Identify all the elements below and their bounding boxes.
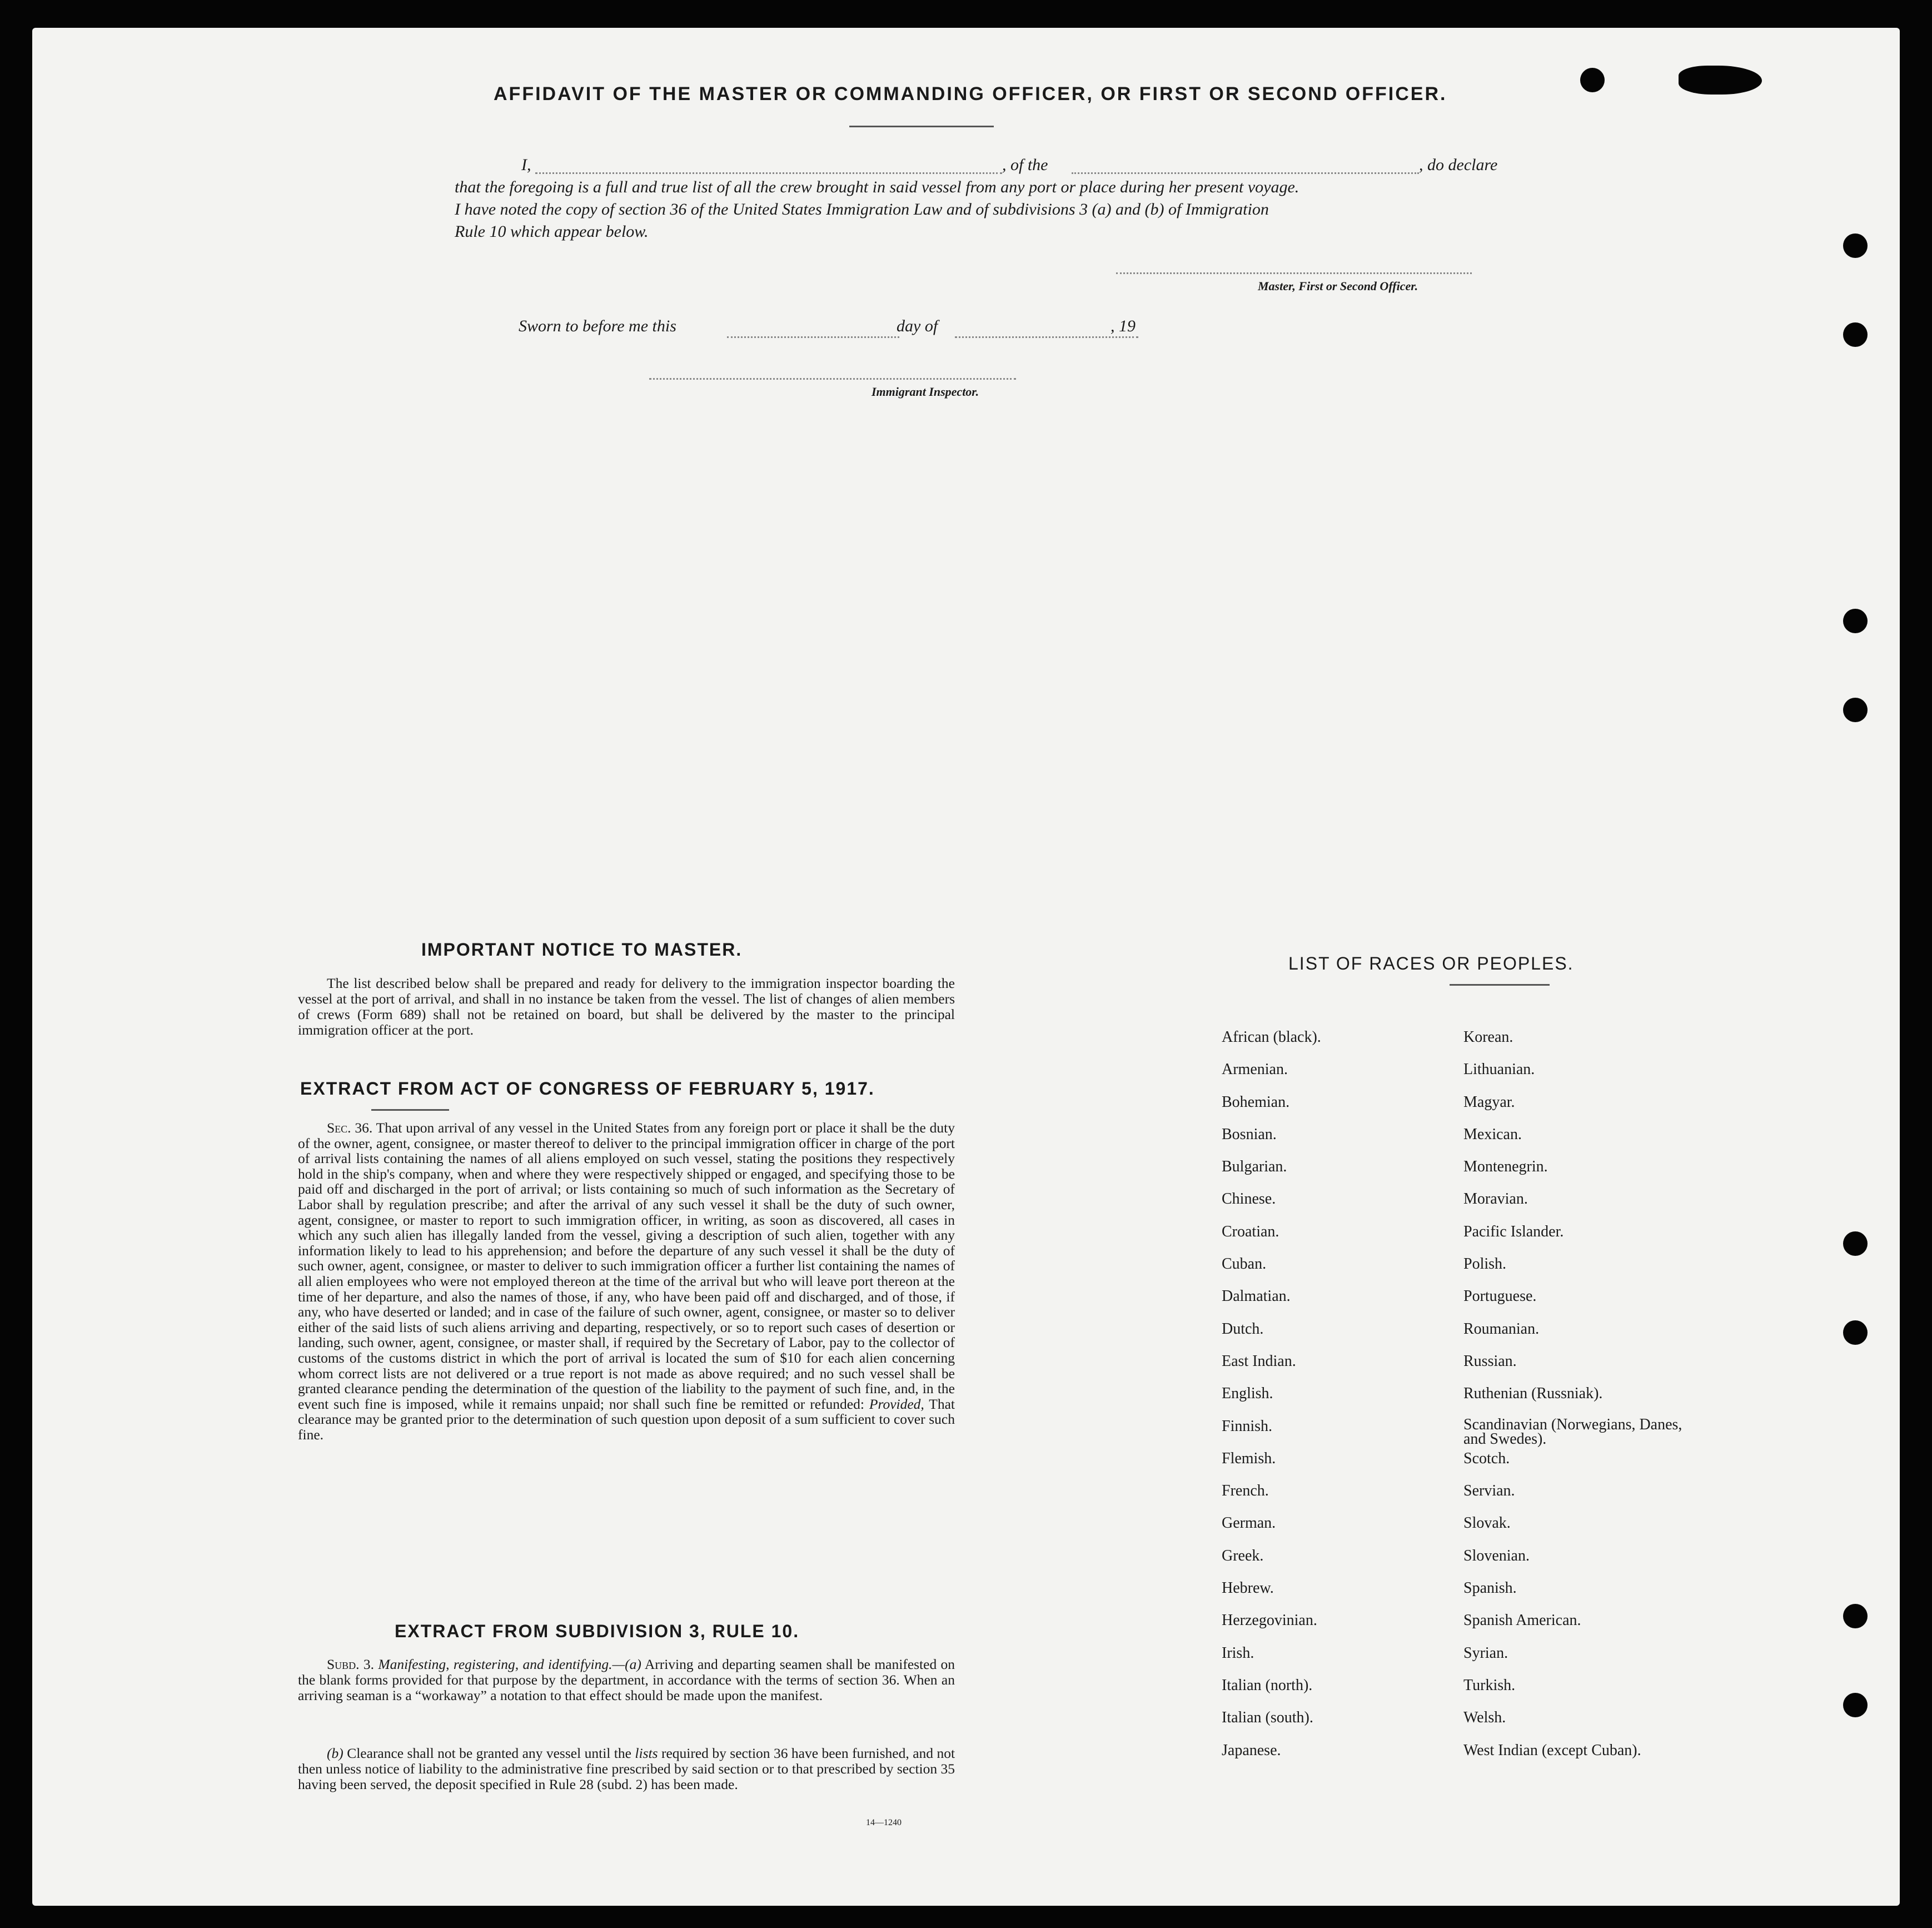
punch-hole (1843, 609, 1868, 633)
race-item: Chinese. (1222, 1190, 1276, 1208)
race-item: Turkish. (1463, 1676, 1516, 1694)
act-section-label: Sec. 36. (327, 1120, 373, 1136)
vessel-blank[interactable] (1072, 172, 1419, 174)
notice-text: The list described below shall be prepared and ready for delivery to the immigration inspector boarding the vessel at the port of arrival, and shall in no instance be taken from the vessel. The list of changes of alien members of crews (Form 689) shall not be retained on board, but shall be delivered by the master to the principal immigration officer at the port. (298, 975, 955, 1038)
affidavit-line-2: that the foregoing is a full and true list of all the crew brought in said vessel from any port or place during her present voyage. (455, 178, 1299, 196)
master-caption: Master, First or Second Officer. (1258, 279, 1418, 293)
sworn-label: Sworn to before me this (519, 317, 676, 335)
race-item: Polish. (1463, 1255, 1507, 1273)
race-item: Irish. (1222, 1644, 1254, 1662)
rule-b-text-1: Clearance shall not be granted any vessel until the (347, 1745, 631, 1761)
race-item: Scandinavian (Norwegians, Danes, and Swedes). (1463, 1415, 1682, 1448)
act-body: That upon arrival of any vessel in the United States from any foreign port or place it shall be the duty of the owner, agent, consignee, or master thereof to deliver to the principal immigration officer in charge of the port of arrival lists containing the names of all aliens employed on such vessel, stating the positions they respectively hold in the ship's company, when and where they were respectively shipped or engaged, and specifying those to be paid off and discharged in the port of arrival; or lists containing so much of such information as the Secretary of Labor shall by regulation prescribe; and after the arrival of any such vessel it shall be the duty of such owner, agent, consignee, or master to report to such immigration officer, in writing, as soon as discovered, all cases in which any such alien has illegally landed from the vessel, giving a description of such alien, together with any information likely to lead to his apprehension; and before the departure of any such vessel it shall be the duty of such owner, agent, consignee, or master to deliver to such immigration officer a further list containing the names of all alien employees who were not employed thereon at the time of the arrival but who will leave port thereon at the time of her departure, and also the names of those, if any, who have been paid off and discharged, and of those, if any, who have deserted or landed; and in case of the failure of such owner, agent, consignee, or master so to deliver either of the said lists of such aliens arriving and departing, respectively, or so to report such cases of desertion or landing, such owner, agent, consignee, or master shall, if required by the Secretary of Labor, pay to the collector of customs of the customs district in which the port of arrival is located the sum of $10 for each alien concerning whom correct lists are not delivered or a true report is not made as above required; and no such vessel shall be granted clearance pending the determination of the question of the liability to the payment of such fine, and, in the event such fine is imposed, while it remains unpaid; nor shall such fine be remitted or refunded: (298, 1120, 955, 1412)
punch-hole (1843, 1320, 1868, 1345)
rule-subd-label: Subd. 3. (327, 1656, 374, 1672)
race-item: Cuban. (1222, 1255, 1267, 1273)
race-item: Slovenian. (1463, 1547, 1530, 1564)
race-item: Japanese. (1222, 1741, 1281, 1759)
affidavit-declare: , do declare (1419, 156, 1498, 174)
race-item: Magyar. (1463, 1093, 1515, 1111)
rule-subd-b (298, 1746, 955, 1792)
affidavit-title-rule (849, 126, 994, 127)
torn-corner (1679, 66, 1762, 95)
inspector-signature-line[interactable] (649, 378, 1016, 380)
race-item: Moravian. (1463, 1190, 1528, 1208)
affidavit-i: I, (521, 156, 531, 174)
race-item: Italian (north). (1222, 1676, 1313, 1694)
race-item: Welsh. (1463, 1709, 1506, 1727)
form-page (32, 28, 1900, 1906)
race-item: African (black). (1222, 1028, 1321, 1046)
affidavit-of-the: , of the (1002, 156, 1048, 174)
race-item: Scotch. (1463, 1449, 1510, 1467)
act-provided: Provided, (869, 1395, 924, 1412)
race-item: German. (1222, 1514, 1276, 1532)
race-item: Italian (south). (1222, 1709, 1313, 1727)
race-item: Finnish. (1222, 1417, 1273, 1435)
act-text (298, 1120, 955, 1442)
race-item: Ruthenian (Russniak). (1463, 1385, 1603, 1403)
race-item: Flemish. (1222, 1449, 1276, 1467)
race-item: Roumanian. (1463, 1320, 1540, 1338)
year-label: , 19 (1111, 317, 1136, 335)
notice-title: IMPORTANT NOTICE TO MASTER. (421, 940, 743, 960)
race-item: Russian. (1463, 1352, 1517, 1370)
punch-hole (1843, 1604, 1868, 1628)
rule-subd-a (298, 1657, 955, 1703)
race-item: Syrian. (1463, 1644, 1508, 1662)
punch-hole (1843, 322, 1868, 347)
race-item: Armenian. (1222, 1061, 1288, 1079)
affidavit-line-3: I have noted the copy of section 36 of the United States Immigration Law and of subdivisions 3 (a) and (b) of Immigration (455, 200, 1269, 218)
punch-hole (1580, 68, 1605, 92)
rule-a-text: Arriving and departing seamen shall be manifested on the blank forms provided for that purpose by the department, in accordance with the terms of section 36. When an arriving seaman is a “workaway” a notation to that effect should be made upon the manifest. (298, 1656, 955, 1703)
race-item: Montenegrin. (1463, 1158, 1548, 1176)
race-item: Bulgarian. (1222, 1158, 1287, 1176)
affidavit-line-4: Rule 10 which appear below. (455, 222, 649, 241)
races-title-rule (1450, 984, 1550, 986)
race-item: Korean. (1463, 1028, 1513, 1046)
race-item: Spanish. (1463, 1579, 1517, 1597)
affidavit-title: AFFIDAVIT OF THE MASTER OR COMMANDING OFFICER, OR FIRST OR SECOND OFFICER. (494, 83, 1447, 105)
race-item: Herzegovinian. (1222, 1612, 1317, 1629)
race-item: English. (1222, 1385, 1273, 1403)
races-list (1222, 1028, 1697, 1774)
race-item: Greek. (1222, 1547, 1264, 1564)
race-item: Bosnian. (1222, 1125, 1277, 1143)
rule-a-label: (a) (625, 1656, 641, 1672)
punch-hole (1843, 1231, 1868, 1256)
act-title: EXTRACT FROM ACT OF CONGRESS OF FEBRUARY 5, 1917. (300, 1079, 875, 1099)
race-item: Dutch. (1222, 1320, 1264, 1338)
rule-subd-heading: Manifesting, registering, and identifying.— (378, 1656, 625, 1672)
punch-hole (1843, 1693, 1868, 1717)
act-body-end: That clearance may be granted prior to the determination of such question upon deposit of a sum sufficient to cover such fine. (298, 1395, 955, 1443)
race-item: French. (1222, 1482, 1269, 1500)
inspector-caption: Immigrant Inspector. (872, 385, 979, 399)
race-item: Servian. (1463, 1482, 1515, 1500)
rule-b-text-2: required by section 36 have been furnished, and not then unless notice of liability to the administrative fine prescribed by said section or to that prescribed by section 35 having been served, the deposit specified in Rule 28 (subd. 2) has been made. (298, 1745, 955, 1792)
act-title-rule (371, 1109, 449, 1111)
race-item: East Indian. (1222, 1352, 1296, 1370)
race-item: Spanish American. (1463, 1612, 1581, 1629)
race-item: Hebrew. (1222, 1579, 1274, 1597)
rule-title: EXTRACT FROM SUBDIVISION 3, RULE 10. (395, 1621, 800, 1641)
race-item: Slovak. (1463, 1514, 1511, 1532)
punch-hole (1843, 233, 1868, 258)
sworn-day-blank[interactable] (727, 336, 899, 338)
rule-b-label: (b) (327, 1745, 343, 1761)
name-blank[interactable] (535, 172, 1002, 174)
month-blank[interactable] (955, 336, 1138, 338)
race-item: Croatian. (1222, 1223, 1279, 1240)
rule-b-lists: lists (635, 1745, 658, 1761)
race-item: Mexican. (1463, 1125, 1522, 1143)
day-of-label: day of (897, 317, 938, 335)
master-signature-line[interactable] (1116, 272, 1472, 274)
races-title: LIST OF RACES OR PEOPLES. (1288, 953, 1574, 973)
form-number: 14—1240 (866, 1818, 902, 1827)
race-item: Dalmatian. (1222, 1288, 1291, 1305)
race-item: Lithuanian. (1463, 1061, 1535, 1079)
punch-hole (1843, 698, 1868, 722)
race-item: Portuguese. (1463, 1288, 1537, 1305)
race-item: Bohemian. (1222, 1093, 1290, 1111)
race-item: West Indian (except Cuban). (1463, 1741, 1641, 1759)
race-item: Pacific Islander. (1463, 1223, 1564, 1240)
